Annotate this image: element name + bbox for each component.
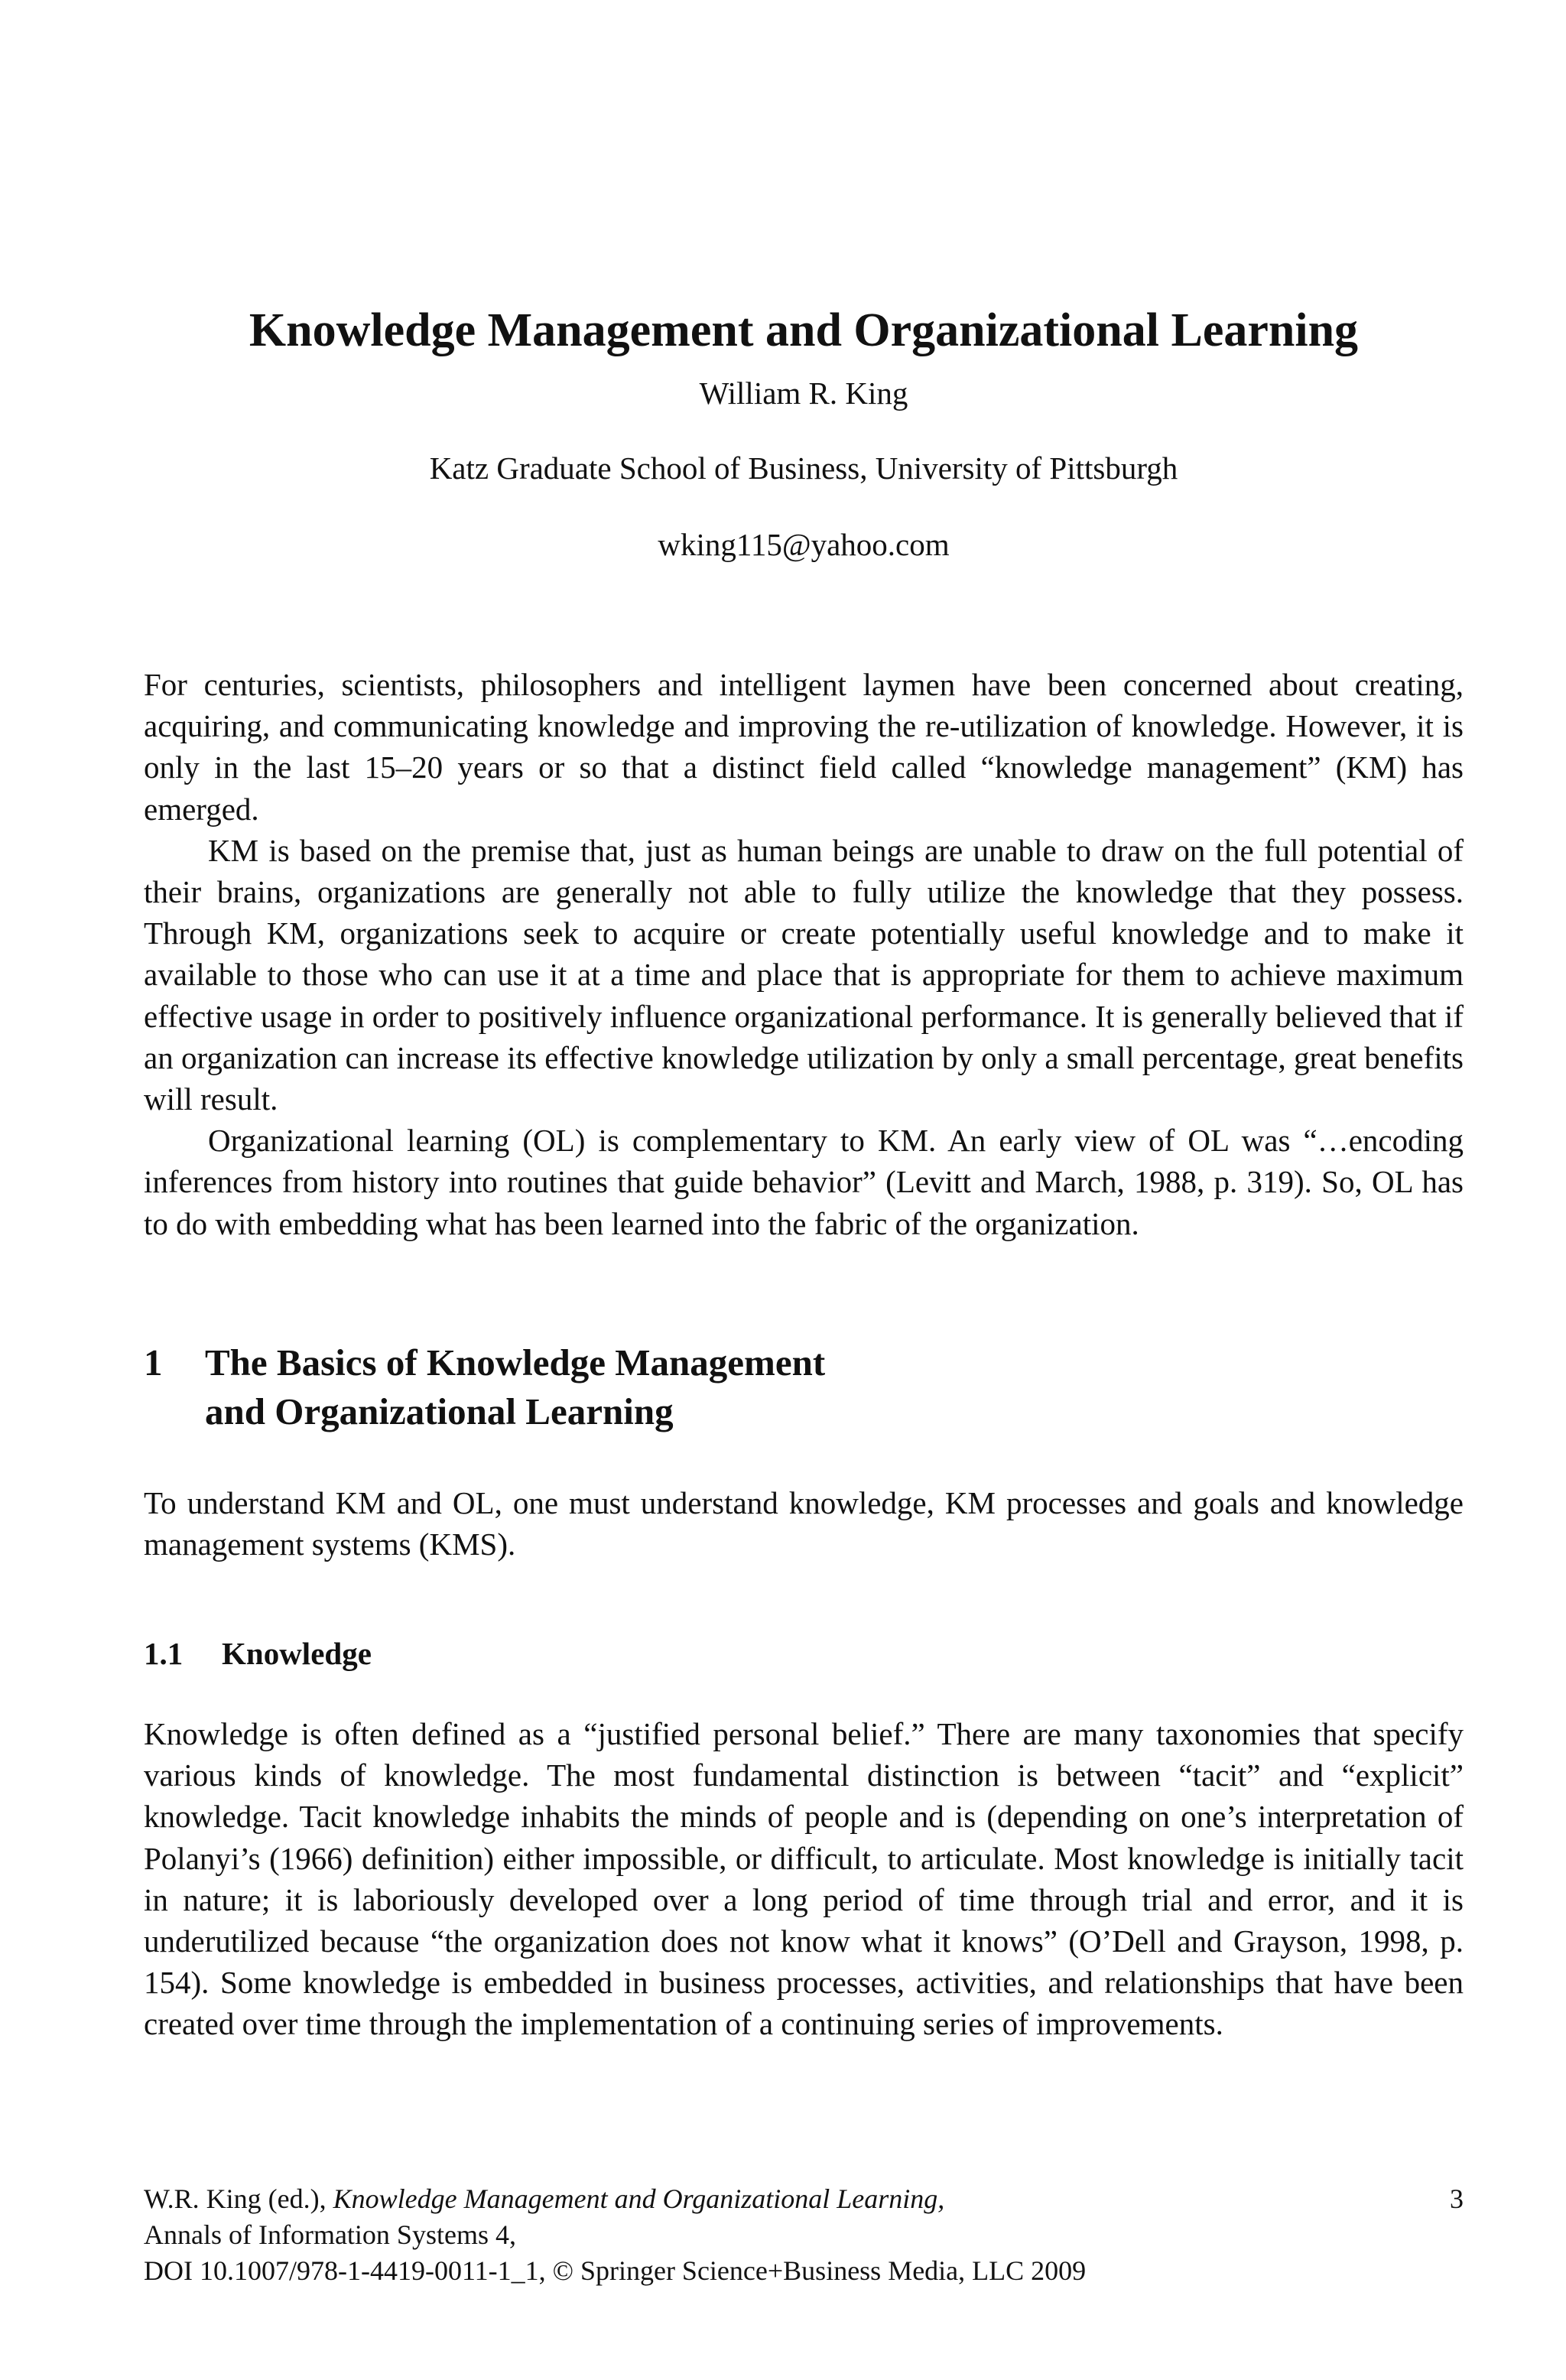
footer-editor: W.R. King (ed.), [144,2183,327,2214]
section-1-body [144,1482,1464,1565]
author-name: William R. King [699,376,908,411]
footer-doi: DOI 10.1007/978-1-4419-0011-1_1, © Springer Science+Business Media, LLC 2009 [144,2255,1087,2286]
section-1-paragraph: To understand KM and OL, one must understand knowledge, KM processes and goals and knowledge management systems (KMS). [144,1485,1464,1562]
section-1-1-heading [144,1632,372,1675]
section-1-title [205,1338,970,1436]
paper-title: Knowledge Management and Organizational Learning [249,304,1359,356]
intro-section [144,664,1464,1244]
section-1-1-paragraph: Knowledge is often defined as a “justified personal belief.” There are many taxonomies that specify various kinds of knowledge. The most fundamental distinction is between “tacit” and “explicit” knowledge. Tacit knowledge inhabits the minds of people and is (depending on one’s interpretation of Polanyi’s (1966) definition) either impossible, or difficult, to articulate. Most knowledge is initially tacit in nature; it is laboriously developed over a long period of time through trial and error, and it is underutilized because “the organization does not know what it knows” (O’Dell and Grayson, 1998, p. 154). Some knowledge is embedded in business processes, activities, and relationships that have been created over time through the implementation of a continuing series of improvements. [144,1716,1464,2042]
section-1-title-line-2: and Organizational Learning [205,1390,674,1432]
intro-paragraph-1: For centuries, scientists, philosophers and intelligent laymen have been concerned about creating, acquiring, and communicating knowledge and improving the re-utilization of knowledge. However, it is only in the last 15–20 years or so that a distinct field called “knowledge management” (KM) has emerged. [144,667,1464,827]
section-1-number: 1 [144,1341,163,1383]
footnote-citation [144,2181,1464,2289]
footer-line-1 [144,2181,1464,2217]
intro-paragraph-2: KM is based on the premise that, just as human beings are unable to draw on the full potential of their brains, organizations are generally not able to fully utilize the knowledge that they possess. Through KM, organizations seek to acquire or create potentially useful knowledge and to make it available to those who can use it at a time and place that is appropriate for them to achieve maximum effective usage in order to positively influence organizational performance. It is generally believed that if an organization can increase its effective knowledge utilization by only a small percentage, great benefits will result. [144,832,1464,1117]
paper-page [144,0,1464,2380]
section-1-heading [144,1338,1464,1436]
page-number: 3 [1450,2183,1464,2214]
footer-book-title: Knowledge Management and Organizational Learning, [333,2183,945,2214]
section-1-1-body [144,1713,1464,2045]
section-1-title-line-1: The Basics of Knowledge Management [205,1341,826,1383]
section-1-1-title: Knowledge [222,1636,372,1671]
author-affiliation: Katz Graduate School of Business, University of Pittsburgh [429,450,1178,486]
intro-paragraph-3: Organizational learning (OL) is complementary to KM. An early view of OL was “…encoding inferences from history into routines that guide behavior” (Levitt and March, 1988, p. 319). So, OL has to do with embedding what has been learned into the fabric of the organization. [144,1123,1464,1241]
author-email[interactable]: wking115@yahoo.com [658,527,950,562]
section-1-1-number: 1.1 [144,1636,184,1671]
footer-series: Annals of Information Systems 4, [144,2219,516,2250]
